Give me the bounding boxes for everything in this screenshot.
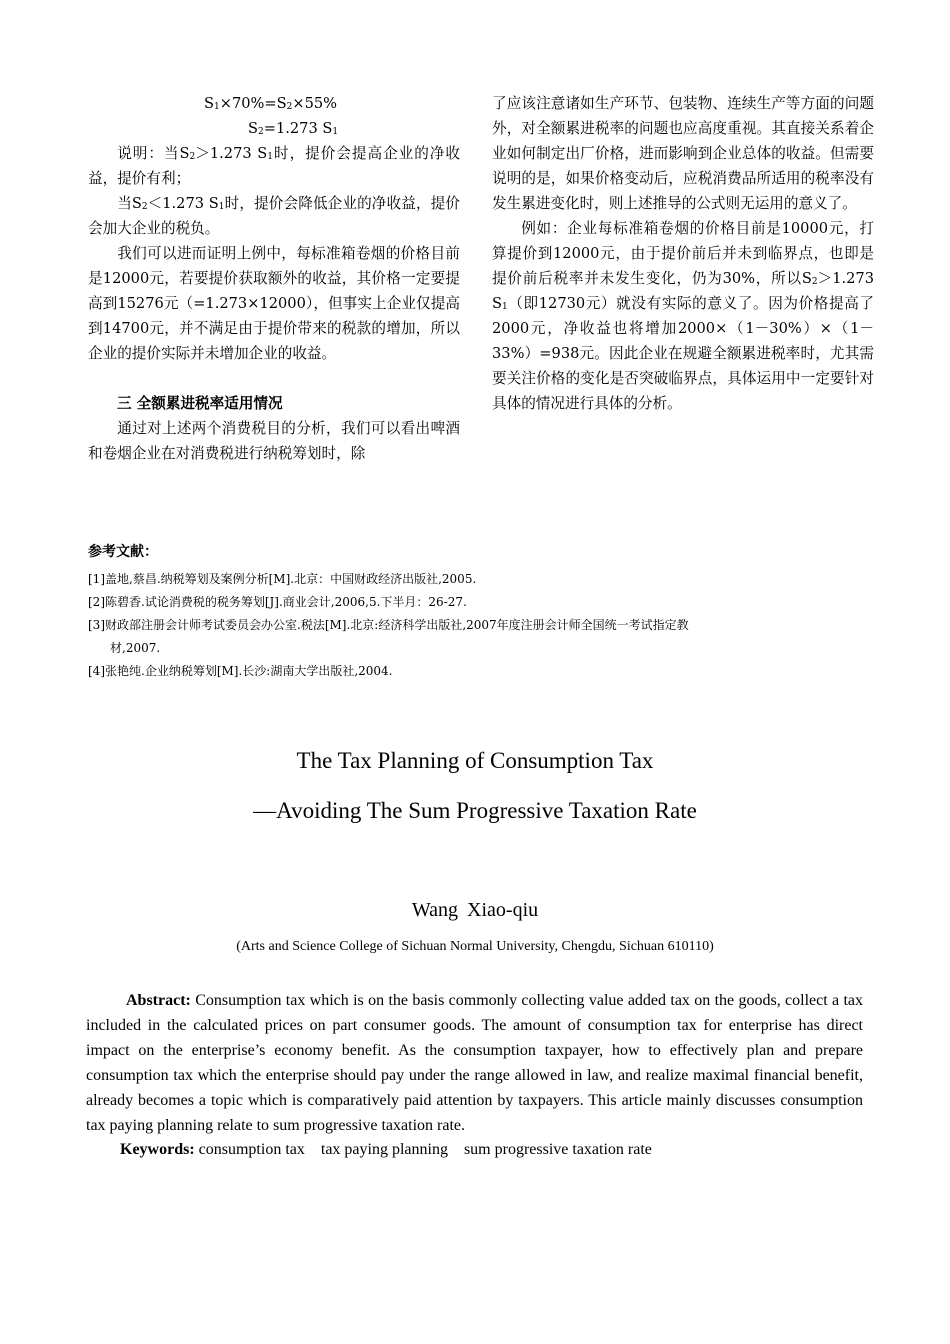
note-price-raise-beneficial: 说明：当$S_2>1.273$ $S_1$时，提价会提高企业的净收益，提价有利； [88, 145, 460, 187]
keywords [120, 1137, 652, 1162]
english-title: The Tax Planning of Consumption Tax [296, 748, 654, 773]
english-subtitle: —Avoiding The Sum Progressive Taxation Rate [253, 798, 697, 823]
paragraph-continuation: 了应该注意诸如生产环节、包装物、连续生产等方面的问题外，对全额累进税率的问题也应高度重视。其直接关系着企业如何制定出厂价格，进而影响到企业总体的收益。但需要说明的是，如果价格变动后，应税消费品所适用的税率没有发生累进变化时，则上述推导的公式则无运用的意义了。 [492, 95, 874, 212]
right-column [492, 91, 874, 416]
author-name: Wang Xiao-qiu [411, 899, 539, 921]
references [88, 540, 868, 683]
formula-result: $S_2=1.273$ $S_1$ [248, 120, 339, 137]
author-affiliation: (Arts and Science College of Sichuan Normal University, Chengdu, Sichuan 610110) [236, 939, 714, 954]
reference-item: [3]财政部注册会计师考试委员会办公室.税法[M].北京:经济科学出版社,2007年度注册会计师全国统一考试指定教 [88, 618, 689, 632]
spacer [88, 366, 460, 391]
paragraph-example: 例如：企业每标准箱卷烟的价格目前是10000元，打算提价到12000元，由于提价前后并未到临界点，也即是提价前后税率并未发生变化，仍为30%，所以$S_2>1.273$ $S_1$（即12730元）就没有实际的意义了。因为价格提高了2000元，净收益也将增加2000×（1－30%）×（1－33%）=938元。因此企业在规避全额累进税率时，尤其需要关注价格的变化是否突破临界点，具体运用中一定要针对具体的情况进行具体的分析。 [492, 220, 874, 412]
left-column [88, 91, 460, 466]
abstract [86, 988, 863, 1138]
formula-ratio: $S_1\times 70\%=S_2\times 55\%$ [204, 95, 338, 112]
abstract-label: Abstract: [126, 992, 191, 1009]
paragraph-analysis: 通过对上述两个消费税目的分析，我们可以看出啤酒和卷烟企业在对消费税进行纳税筹划时，除 [88, 420, 460, 462]
reference-item: [1]盖地,蔡昌.纳税筹划及案例分析[M].北京：中国财政经济出版社,2005. [88, 572, 477, 586]
paragraph-proof: 我们可以进而证明上例中，每标准箱卷烟的价格目前是12000元，若要提价获取额外的收益，其价格一定要提高到15276元（=1.273×12000），但事实上企业仅提高到14700元，并不满足由于提价带来的税款的增加，所以企业的提价实际并未增加企业的收益。 [88, 245, 460, 362]
note-price-raise-harmful: 当$S_2<1.273$ $S_1$时，提价会降低企业的净收益，提价会加大企业的税负。 [88, 195, 460, 237]
reference-item: [4]张艳纯.企业纳税筹划[M].长沙:湖南大学出版社,2004. [88, 664, 393, 678]
keywords-label: Keywords: [120, 1141, 195, 1158]
section-title: 三 全额累进税率适用情况 [117, 395, 283, 412]
abstract-text: Consumption tax which is on the basis commonly collecting value added tax on the goods, collect a tax included in the calculated prices on part consumer goods. The amount of consumption tax for enterprise has direct impact on the enterprise’s economy benefit. As the consumption taxpayer, how to effectively plan and prepare consumption tax which the enterprise should pay under the range allowed in law, and realize maximal financial benefit, already becomes a topic which is comparatively paid attention by taxpayers. This article mainly discusses consumption tax paying planning relate to sum progressive taxation rate. [86, 992, 863, 1134]
keywords-text: consumption tax tax paying planning sum progressive taxation rate [194, 1141, 652, 1158]
reference-item-continuation: 材,2007. [110, 641, 161, 655]
reference-item: [2]陈碧香.试论消费税的税务筹划[J].商业会计,2006,5.下半月：26-27. [88, 595, 467, 609]
references-title: 参考文献： [88, 544, 158, 560]
